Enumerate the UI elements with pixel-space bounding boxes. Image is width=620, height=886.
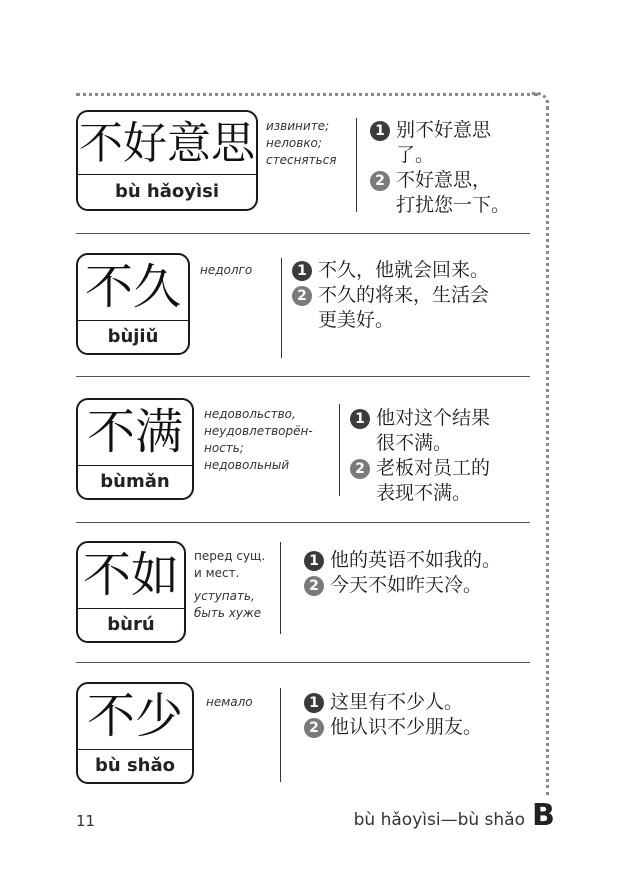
divider-line bbox=[280, 542, 281, 634]
divider-line bbox=[280, 688, 281, 782]
example-line: 了。 bbox=[396, 144, 435, 166]
example-number-badge: 2 bbox=[292, 286, 312, 306]
divider-line bbox=[281, 258, 282, 358]
example-line: 他认识不少朋友。 bbox=[330, 716, 483, 738]
page-number: 11 bbox=[76, 812, 96, 830]
word-hanzi: 不如 bbox=[82, 547, 179, 603]
example-item bbox=[350, 406, 530, 456]
gloss-grammar-note: перед сущ. bbox=[194, 549, 266, 563]
example-line: 表现不满。 bbox=[376, 482, 472, 504]
example-number-badge: 2 bbox=[304, 576, 324, 596]
example-number-badge: 1 bbox=[304, 693, 324, 713]
gloss-line: ность; bbox=[204, 441, 244, 455]
gloss-line: немало bbox=[206, 695, 253, 709]
word-pinyin: bùmǎn bbox=[78, 465, 192, 498]
example-line: 别不好意思 bbox=[396, 119, 492, 141]
page-range-header: bù hǎoyìsi—bù shǎo bbox=[353, 810, 525, 830]
word-card bbox=[76, 253, 190, 355]
example-list bbox=[350, 406, 530, 506]
word-card bbox=[76, 110, 258, 211]
gloss-line: уступать, bbox=[194, 589, 255, 603]
example-item bbox=[292, 258, 530, 283]
word-gloss bbox=[204, 406, 334, 474]
example-line: 这里有不少人。 bbox=[330, 691, 464, 713]
entry-separator bbox=[76, 662, 530, 663]
example-item bbox=[350, 456, 530, 506]
example-list bbox=[292, 258, 530, 333]
example-line: 老板对员工的 bbox=[376, 457, 491, 479]
word-hanzi: 不久 bbox=[84, 259, 181, 315]
example-item bbox=[292, 283, 530, 333]
gloss-line: недовольство, bbox=[204, 407, 296, 421]
example-list bbox=[304, 548, 530, 598]
section-letter: B bbox=[532, 798, 555, 833]
entry-separator bbox=[76, 233, 530, 234]
word-pinyin: bù hǎoyìsi bbox=[78, 174, 256, 209]
word-gloss bbox=[206, 694, 276, 711]
example-item bbox=[304, 690, 530, 715]
example-line: 很不满。 bbox=[376, 432, 453, 454]
example-number-badge: 2 bbox=[350, 459, 370, 479]
example-line: 今天不如昨天冷。 bbox=[330, 574, 483, 596]
example-item bbox=[304, 548, 530, 573]
example-item bbox=[370, 168, 530, 218]
word-pinyin: bùrú bbox=[78, 608, 184, 641]
dotted-border-right bbox=[546, 100, 549, 795]
example-number-badge: 1 bbox=[292, 261, 312, 281]
example-line: 不久，他就会回来。 bbox=[318, 259, 490, 281]
word-card bbox=[76, 682, 194, 784]
example-number-badge: 1 bbox=[370, 121, 390, 141]
example-line: 更美好。 bbox=[318, 309, 395, 331]
example-number-badge: 2 bbox=[370, 171, 390, 191]
word-card bbox=[76, 398, 194, 500]
word-hanzi: 不好意思 bbox=[79, 118, 255, 169]
example-line: 打扰您一下。 bbox=[396, 194, 511, 216]
word-gloss bbox=[200, 262, 278, 279]
example-line: 不好意思， bbox=[396, 169, 492, 191]
word-pinyin: bùjiǔ bbox=[78, 320, 188, 353]
example-number-badge: 2 bbox=[304, 718, 324, 738]
divider-line bbox=[339, 404, 340, 496]
example-item bbox=[304, 715, 530, 740]
entry-separator bbox=[76, 522, 530, 523]
example-number-badge: 1 bbox=[350, 409, 370, 429]
gloss-line: неудовлетворён- bbox=[204, 424, 313, 438]
word-gloss bbox=[266, 118, 356, 169]
entry-separator bbox=[76, 376, 530, 377]
example-list bbox=[304, 690, 530, 740]
word-card bbox=[76, 541, 186, 643]
gloss-line: быть хуже bbox=[194, 606, 262, 620]
word-pinyin: bù shǎo bbox=[78, 749, 192, 782]
example-line: 他对这个结果 bbox=[376, 407, 491, 429]
gloss-line: недолго bbox=[200, 263, 253, 277]
example-item bbox=[304, 573, 530, 598]
example-item bbox=[370, 118, 530, 168]
example-list bbox=[370, 118, 530, 218]
word-hanzi: 不满 bbox=[86, 404, 183, 460]
example-number-badge: 1 bbox=[304, 551, 324, 571]
gloss-line: извините; bbox=[266, 119, 330, 133]
word-hanzi: 不少 bbox=[86, 688, 183, 744]
gloss-line: неловко; bbox=[266, 136, 322, 150]
word-gloss bbox=[194, 548, 278, 622]
gloss-line: недовольный bbox=[204, 458, 290, 472]
dotted-border-top bbox=[76, 93, 538, 96]
gloss-grammar-note: и мест. bbox=[194, 566, 240, 580]
example-line: 不久的将来，生活会 bbox=[318, 284, 490, 306]
gloss-line: стесняться bbox=[266, 153, 337, 167]
example-line: 他的英语不如我的。 bbox=[330, 549, 502, 571]
divider-line bbox=[356, 118, 357, 212]
